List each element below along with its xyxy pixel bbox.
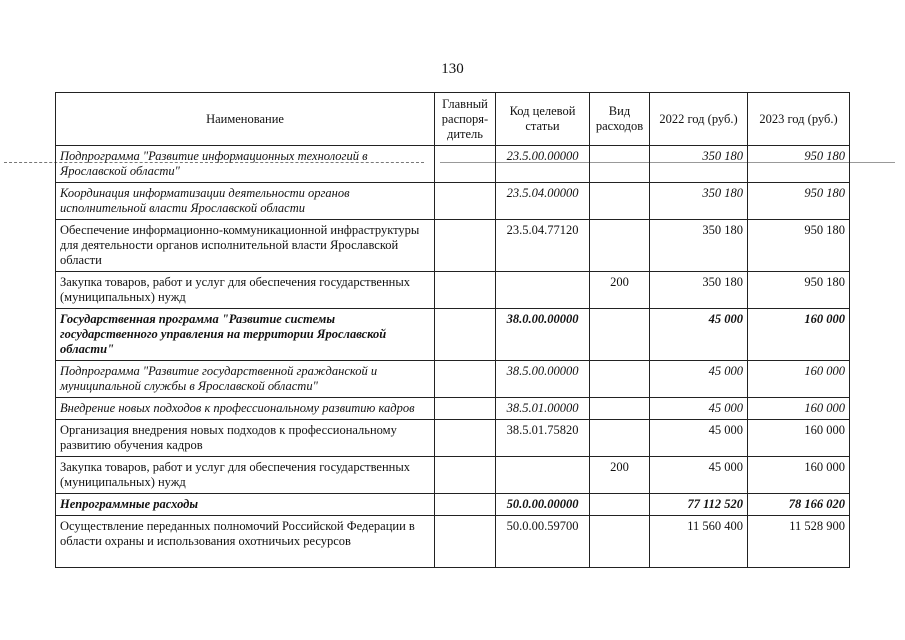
- header-code: Код целевой статьи: [496, 93, 590, 146]
- table-row: [56, 420, 850, 457]
- cell-code: 23.5.04.77120: [496, 220, 590, 272]
- cell-name: Осуществление переданных полномочий Российской Федерации в области охраны и использования охотничьих ресурсов: [56, 516, 435, 568]
- cell-type: [590, 146, 650, 183]
- cell-y2022: 45 000: [650, 398, 748, 420]
- cell-name: Государственная программа "Развитие системы государственного управления на территории Ярославской области": [56, 309, 435, 361]
- cell-name: Закупка товаров, работ и услуг для обеспечения государственных (муниципальных) нужд: [56, 457, 435, 494]
- cell-y2022: 350 180: [650, 183, 748, 220]
- cell-admin: [435, 220, 496, 272]
- cell-y2023: 160 000: [748, 398, 850, 420]
- cell-code: [496, 457, 590, 494]
- table-row: [56, 220, 850, 272]
- cell-code: 38.5.01.00000: [496, 398, 590, 420]
- header-2022: 2022 год (руб.): [650, 93, 748, 146]
- cell-y2022: 350 180: [650, 272, 748, 309]
- page-number: 130: [441, 61, 464, 77]
- table-row: [56, 494, 850, 516]
- budget-table: [55, 92, 850, 568]
- header-2023: 2023 год (руб.): [748, 93, 850, 146]
- cell-y2023: 950 180: [748, 183, 850, 220]
- cell-code: 50.0.00.00000: [496, 494, 590, 516]
- cell-y2022: 45 000: [650, 457, 748, 494]
- cell-y2022: 11 560 400: [650, 516, 748, 568]
- cell-y2023: 78 166 020: [748, 494, 850, 516]
- cell-y2023: 160 000: [748, 361, 850, 398]
- cell-code: 23.5.04.00000: [496, 183, 590, 220]
- cell-name: Подпрограмма "Развитие государственной гражданской и муниципальной службы в Ярославской области": [56, 361, 435, 398]
- table-row: [56, 309, 850, 361]
- cell-y2023: 160 000: [748, 420, 850, 457]
- cell-name: Организация внедрения новых подходов к профессиональному развитию обучения кадров: [56, 420, 435, 457]
- cell-type: [590, 516, 650, 568]
- header-admin: Главный распоря-дитель: [435, 93, 496, 146]
- cell-admin: [435, 420, 496, 457]
- cell-name: Обеспечение информационно-коммуникационной инфраструктуры для деятельности органов исполнительной власти Ярославской области: [56, 220, 435, 272]
- cell-type: [590, 494, 650, 516]
- cell-type: [590, 220, 650, 272]
- cell-y2022: 350 180: [650, 146, 748, 183]
- cell-code: 50.0.00.59700: [496, 516, 590, 568]
- cell-y2022: 350 180: [650, 220, 748, 272]
- cell-type: [590, 183, 650, 220]
- cell-y2023: 11 528 900: [748, 516, 850, 568]
- table-row: [56, 146, 850, 183]
- table-row: [56, 361, 850, 398]
- cell-admin: [435, 457, 496, 494]
- cell-y2022: 77 112 520: [650, 494, 748, 516]
- cell-name: Внедрение новых подходов к профессиональному развитию кадров: [56, 398, 435, 420]
- cell-admin: [435, 183, 496, 220]
- table-row: [56, 516, 850, 568]
- header-name: Наименование: [56, 93, 435, 146]
- cell-code: [496, 272, 590, 309]
- cell-y2023: 950 180: [748, 272, 850, 309]
- cell-type: [590, 309, 650, 361]
- cell-admin: [435, 516, 496, 568]
- cell-type: 200: [590, 457, 650, 494]
- cell-admin: [435, 398, 496, 420]
- cell-admin: [435, 309, 496, 361]
- table-row: [56, 457, 850, 494]
- cell-name: Закупка товаров, работ и услуг для обеспечения государственных (муниципальных) нужд: [56, 272, 435, 309]
- table-row: [56, 272, 850, 309]
- cell-y2023: 950 180: [748, 220, 850, 272]
- header-type: Вид расходов: [590, 93, 650, 146]
- cell-y2023: 160 000: [748, 309, 850, 361]
- cell-type: 200: [590, 272, 650, 309]
- cell-code: 38.0.00.00000: [496, 309, 590, 361]
- cell-code: 23.5.00.00000: [496, 146, 590, 183]
- cell-type: [590, 420, 650, 457]
- cell-admin: [435, 361, 496, 398]
- cell-name: Непрограммные расходы: [56, 494, 435, 516]
- cell-name: Подпрограмма "Развитие информационных технологий в Ярославской области": [56, 146, 435, 183]
- cell-admin: [435, 272, 496, 309]
- cell-admin: [435, 146, 496, 183]
- table-row: [56, 183, 850, 220]
- cell-name: Координация информатизации деятельности органов исполнительной власти Ярославской области: [56, 183, 435, 220]
- cell-code: 38.5.00.00000: [496, 361, 590, 398]
- cell-code: 38.5.01.75820: [496, 420, 590, 457]
- cell-y2023: 160 000: [748, 457, 850, 494]
- cell-admin: [435, 494, 496, 516]
- cell-type: [590, 398, 650, 420]
- cell-y2022: 45 000: [650, 361, 748, 398]
- cell-type: [590, 361, 650, 398]
- cell-y2022: 45 000: [650, 309, 748, 361]
- table-header-row: [56, 93, 850, 146]
- cell-y2022: 45 000: [650, 420, 748, 457]
- cell-y2023: 950 180: [748, 146, 850, 183]
- table-row: [56, 398, 850, 420]
